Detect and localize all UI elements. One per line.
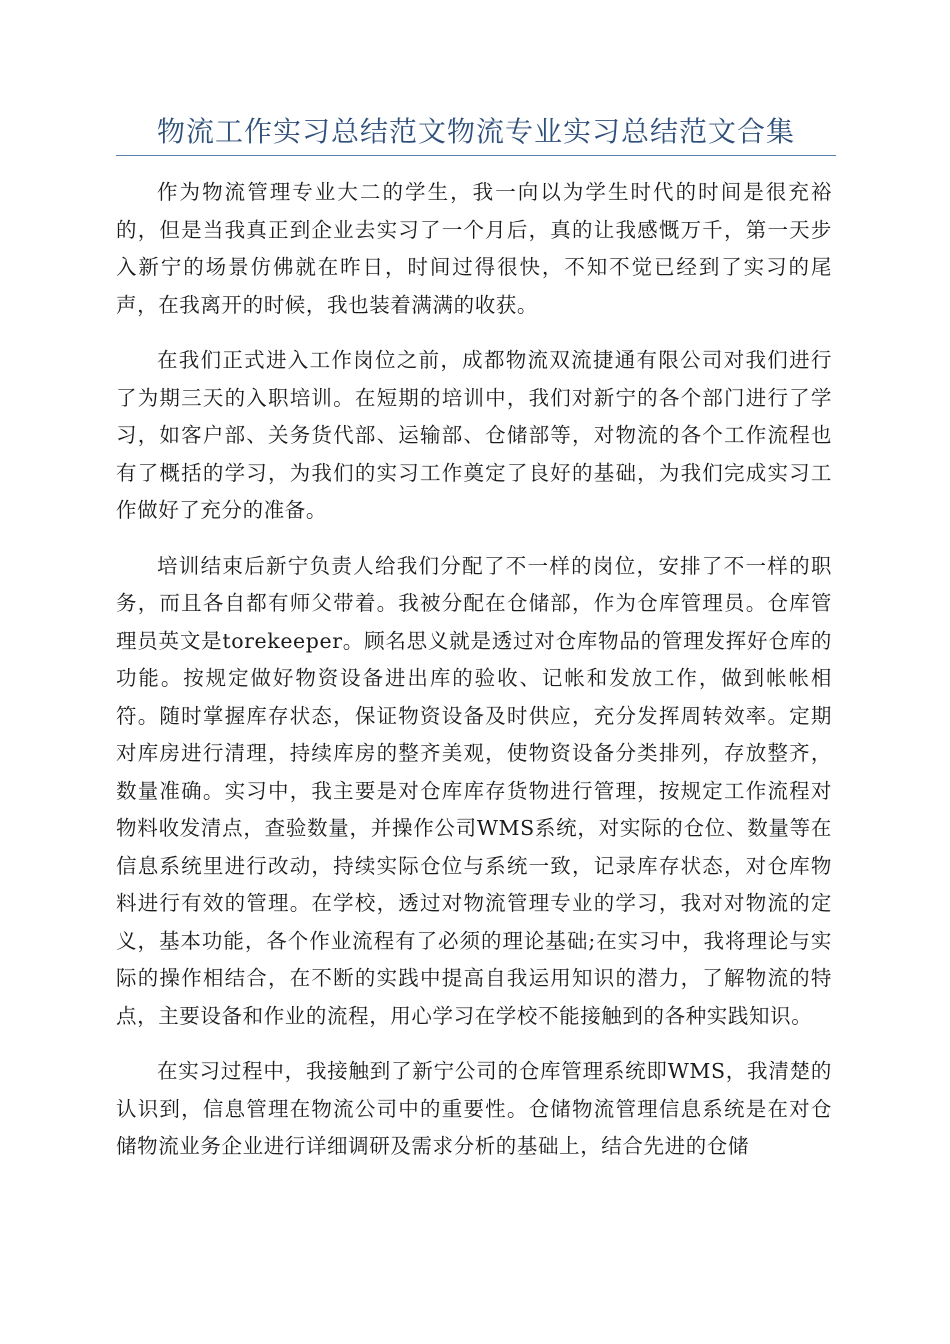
paragraph-2: 在我们正式进入工作岗位之前，成都物流双流捷通有限公司对我们进行了为期三天的入职培训。在短期的培训中，我们对新宁的各个部门进行了学习，如客户部、关务货代部、运输部、仓储部等，对物流的各个工作流程也有了概括的学习，为我们的实习工作奠定了良好的基础，为我们完成实习工作做好了充分的准备。 [116, 348, 832, 522]
paragraph-4: 在实习过程中，我接触到了新宁公司的仓库管理系统即WMS，我清楚的认识到，信息管理在物流公司中的重要性。仓储物流管理信息系统是在对仓储物流业务企业进行详细调研及需求分析的基础上，结合先进的仓储 [116, 1059, 832, 1158]
paragraph-1: 作为物流管理专业大二的学生，我一向以为学生时代的时间是很充裕的，但是当我真正到企业去实习了一个月后，真的让我感慨万千，第一天步入新宁的场景仿佛就在昨日，时间过得很快，不知不觉已经到了实习的尾声，在我离开的时候，我也装着满满的收获。 [116, 180, 832, 317]
document-body [116, 174, 832, 1184]
paragraph-3: 培训结束后新宁负责人给我们分配了不一样的岗位，安排了不一样的职务，而且各自都有师父带着。我被分配在仓储部，作为仓库管理员。仓库管理员英文是torekeeper。顾名思义就是透过对仓库物品的管理发挥好仓库的功能。按规定做好物资设备进出库的验收、记帐和发放工作，做到帐帐相符。随时掌握库存状态，保证物资设备及时供应，充分发挥周转效率。定期对库房进行清理，持续库房的整齐美观，使物资设备分类排列，存放整齐，数量准确。实习中，我主要是对仓库库存货物进行管理，按规定工作流程对物料收发清点，查验数量，并操作公司WMS系统，对实际的仓位、数量等在信息系统里进行改动，持续实际仓位与系统一致，记录库存状态，对仓库物料进行有效的管理。在学校，透过对物流管理专业的学习，我对对物流的定义，基本功能，各个作业流程有了必须的理论基础;在实习中，我将理论与实际的操作相结合，在不断的实践中提高自我运用知识的潜力，了解物流的特点，主要设备和作业的流程，用心学习在学校不能接触到的各种实践知识。 [116, 553, 832, 1028]
document-title: 物流工作实习总结范文物流专业实习总结范文合集 [156, 115, 795, 148]
title-underline [116, 155, 836, 156]
